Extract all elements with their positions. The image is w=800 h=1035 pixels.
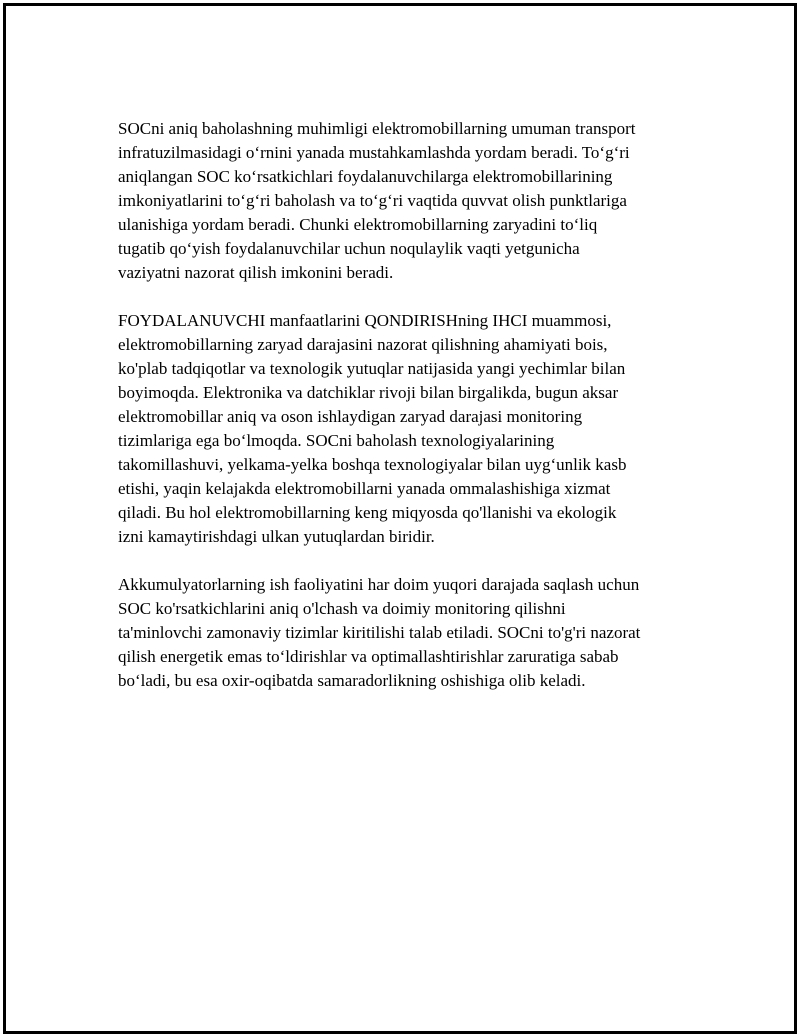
- text-line: elektromobillarning zaryad darajasini nazorat qilishning ahamiyati bois,: [118, 335, 608, 354]
- text-line: SOCni aniq baholashning muhimligi elektromobillarning umuman transport: [118, 119, 636, 138]
- text-line: SOC ko'rsatkichlarini aniq o'lchash va doimiy monitoring qilishni: [118, 599, 566, 618]
- text-line: takomillashuvi, yelkama-yelka boshqa texnologiyalar bilan uyg‘unlik kasb: [118, 455, 627, 474]
- document-body: [118, 117, 698, 717]
- paragraph-1: [118, 117, 698, 285]
- text-line: etishi, yaqin kelajakda elektromobillarni yanada ommalashishiga xizmat: [118, 479, 611, 498]
- text-line: bo‘ladi, bu esa oxir-oqibatda samaradorlikning oshishiga olib keladi.: [118, 671, 586, 690]
- text-line: tugatib qo‘yish foydalanuvchilar uchun noqulaylik vaqti yetgunicha: [118, 239, 580, 258]
- text-line: izni kamaytirishdagi ulkan yutuqlardan biridir.: [118, 527, 435, 546]
- text-line: Akkumulyatorlarning ish faoliyatini har doim yuqori darajada saqlash uchun: [118, 575, 640, 594]
- text-line: ulanishiga yordam beradi. Chunki elektromobillarning zaryadini to‘liq: [118, 215, 598, 234]
- paragraph-3: [118, 573, 698, 693]
- paragraph-2: [118, 309, 698, 549]
- text-line: qiladi. Bu hol elektromobillarning keng miqyosda qo'llanishi va ekologik: [118, 503, 617, 522]
- text-line: boyimoqda. Elektronika va datchiklar rivoji bilan birgalikda, bugun aksar: [118, 383, 619, 402]
- text-line: qilish energetik emas to‘ldirishlar va optimallashtirishlar zaruratiga sabab: [118, 647, 619, 666]
- text-line: vaziyatni nazorat qilish imkonini beradi.: [118, 263, 394, 282]
- text-line: elektromobillar aniq va oson ishlaydigan zaryad darajasi monitoring: [118, 407, 583, 426]
- text-line: aniqlangan SOC ko‘rsatkichlari foydalanuvchilarga elektromobillarining: [118, 167, 613, 186]
- text-line: tizimlariga ega bo‘lmoqda. SOCni baholash texnologiyalarining: [118, 431, 555, 450]
- text-line: ko'plab tadqiqotlar va texnologik yutuqlar natijasida yangi yechimlar bilan: [118, 359, 626, 378]
- text-line: ta'minlovchi zamonaviy tizimlar kiritilishi talab etiladi. SOCni to'g'ri nazorat: [118, 623, 641, 642]
- text-line: infratuzilmasidagi o‘rnini yanada mustahkamlashda yordam beradi. To‘g‘ri: [118, 143, 630, 162]
- text-line: imkoniyatlarini to‘g‘ri baholash va to‘g‘ri vaqtida quvvat olish punktlariga: [118, 191, 627, 210]
- text-line: FOYDALANUVCHI manfaatlarini QONDIRISHning IHCI muammosi,: [118, 311, 612, 330]
